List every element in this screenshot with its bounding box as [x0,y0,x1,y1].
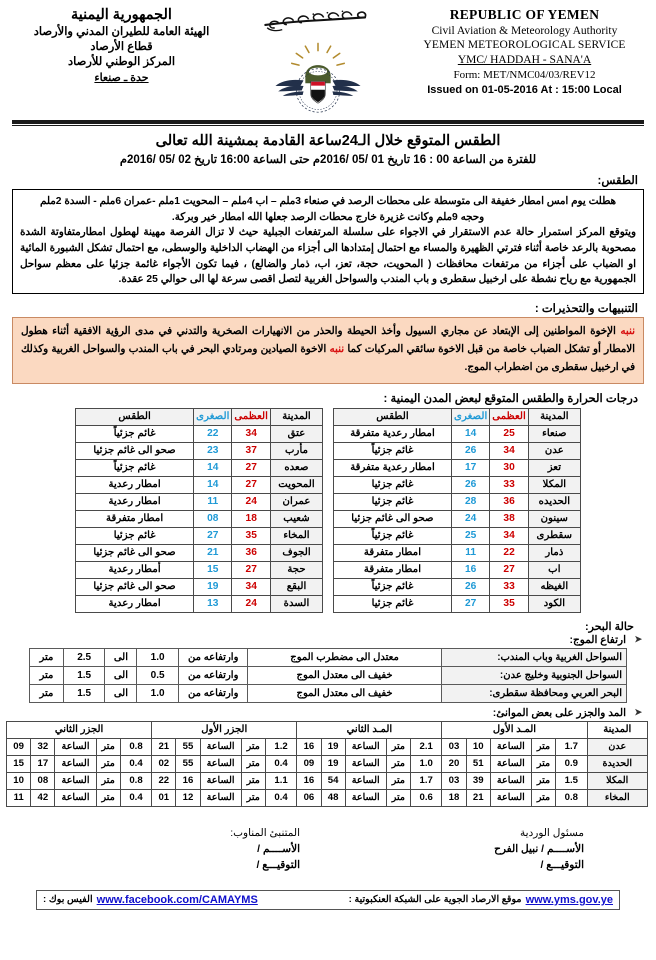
cell-max-temp: 34 [232,578,271,595]
cell-max-temp: 22 [490,544,529,561]
header-ar-line4: المركز الوطني للأرصاد [67,56,176,69]
table-row [334,459,581,476]
cell-weather: امطار رعدية [76,493,194,510]
cell-max-temp: 36 [232,544,271,561]
header-arabic-block [14,6,229,85]
cell-min-temp: 27 [452,595,490,612]
temperature-tables [8,408,648,613]
cell-city: المحويت [271,476,323,493]
cell-city: عتق [271,425,323,442]
header-en-form-number: Form: MET/NMC04/03/REV12 [453,69,596,82]
cell-tide-hour-label-1: الساعة [490,789,531,806]
col-city: المدينة [528,408,580,425]
cell-tide-hours-4: 09 [7,738,31,755]
table-row [334,561,581,578]
table-row [7,789,648,806]
warnings-box [12,317,644,384]
header-ar-line1: الجمهورية اليمنية [71,7,172,23]
cell-port-city: المكلا [587,772,647,789]
cell-tide-height-2: 2.1 [410,738,441,755]
cell-city: تعز [528,459,580,476]
col-tide-group-1: المـد الأول [442,721,587,738]
cell-tide-minutes-2: 19 [321,738,345,755]
table-row [76,493,323,510]
cell-tide-minutes-3: 55 [176,755,200,772]
cell-tide-hour-label-4: الساعة [55,772,96,789]
cell-weather: غائم جزئيا [76,527,194,544]
wave-height-label: ➤ ارتفاع الموج: [8,634,626,646]
cell-tide-unit-1: متر [531,789,555,806]
col-max: العظمى [232,408,271,425]
cell-max-temp: 25 [490,425,529,442]
tides-heading: ➤ المد والجزر على بعض الموانئ: [8,707,626,719]
cell-city: مأرب [271,442,323,459]
facebook-link[interactable]: www.facebook.com/CAMAYMS [96,893,258,906]
document-header [8,0,648,118]
cell-tide-hours-4: 11 [7,789,31,806]
cell-max-temp: 35 [232,527,271,544]
cell-tide-hour-label-2: الساعة [345,738,386,755]
cell-tide-unit-4: متر [96,755,120,772]
cell-city: المخاء [271,527,323,544]
cell-min-temp: 11 [194,493,232,510]
cell-port-city: المخاء [587,789,647,806]
cell-tide-minutes-1: 39 [466,772,490,789]
cell-tide-height-3: 0.4 [265,755,296,772]
col-tide-group-2: المـد الثاني [297,721,442,738]
header-en-issued-on: Issued on 01-05-2016 At : 15:00 Local [427,83,622,96]
cell-max-temp: 34 [490,527,529,544]
cell-sea-from-label: وارتفاعه من [178,666,248,684]
cell-tide-minutes-4: 08 [31,772,55,789]
cell-sea-min-height: 1.0 [137,684,179,702]
cell-weather: أمطار رعدية [76,561,194,578]
table-row [76,527,323,544]
authority-logo [243,6,393,114]
warning-keyword-1: ننبه [620,325,635,337]
cell-tide-minutes-2: 48 [321,789,345,806]
cell-city: المكلا [528,476,580,493]
table-row [334,510,581,527]
cell-max-temp: 30 [490,459,529,476]
cell-tide-height-1: 1.7 [556,738,587,755]
table-row [30,684,627,702]
header-ar-line5: حدة ـ صنعاء [94,71,149,84]
footer-facebook-group [43,894,258,906]
cell-weather: صحو الى غائم جزئيا [76,544,194,561]
header-divider-thin [12,125,644,126]
cell-weather: امطار متفرقة [76,510,194,527]
table-row [334,595,581,612]
cell-tide-minutes-1: 21 [466,789,490,806]
cell-tide-hours-2: 16 [297,772,321,789]
table-header-row [334,408,581,425]
col-weather: الطقس [76,408,194,425]
cell-city: الجوف [271,544,323,561]
cell-weather: غائم جزئياً [334,442,452,459]
cell-tide-unit-1: متر [531,738,555,755]
header-en-line3: YEMEN METEOROLOGICAL SERVICE [423,39,626,52]
cell-city: اب [528,561,580,578]
temperature-table-left [75,408,323,613]
warning-text [21,323,635,377]
footer-website-group [349,894,613,906]
website-link[interactable]: www.yms.gov.ye [525,893,613,906]
col-max: العظمى [490,408,529,425]
cell-tide-hours-1: 18 [442,789,466,806]
cell-tide-height-4: 0.8 [120,738,151,755]
cell-tide-minutes-1: 51 [466,755,490,772]
cell-sea-to-label: الى [105,666,137,684]
forecaster-title: المتنبئ المناوب: [230,826,300,839]
warnings-section-label: التنبيهات والتحذيرات : [534,302,638,315]
cell-city: الحديده [528,493,580,510]
sea-state-heading: حالة البحر: [584,620,634,633]
table-row [76,476,323,493]
cell-port-city: الحديدة [587,755,647,772]
cell-weather: امطار رعدية [76,595,194,612]
cell-tide-height-2: 1.0 [410,755,441,772]
cell-weather: امطار رعدية متفرقة [334,425,452,442]
cell-min-temp: 15 [194,561,232,578]
cell-sea-unit: متر [30,684,64,702]
website-label: موقع الارصاد الجوية على الشبكة العنكبوتية : [348,894,522,906]
table-row [76,578,323,595]
cell-min-temp: 16 [452,561,490,578]
weather-paragraph-2: وحجه 9ملم وكانت غزيرة خارج محطات الرصد جعلها الله امطار خير وبركة. [171,211,485,223]
table-row [76,510,323,527]
col-min: الصغرى [194,408,232,425]
col-city: المدينة [587,721,647,738]
cell-city: الكود [528,595,580,612]
cell-max-temp: 27 [490,561,529,578]
cell-sea-location: البحر العربي ومحافظة سقطرى: [441,684,626,702]
table-row [76,442,323,459]
cell-weather: امطار متفرقة [334,561,452,578]
cell-min-temp: 25 [452,527,490,544]
table-row [334,527,581,544]
cell-weather: امطار رعدية متفرقة [334,459,452,476]
supervisor-sign-label: التوقيـــع / [540,859,584,872]
table-row [7,772,648,789]
header-en-line2: Civil Aviation & Meteorology Authority [431,24,618,37]
cell-tide-unit-2: متر [386,772,410,789]
cell-weather: غائم جزئياً [76,459,194,476]
cell-tide-unit-3: متر [241,755,265,772]
weather-paragraph-3: ويتوقع المركز استمرار حالة عدم الاستقرار في الاجواء على سلسلة المرتفعات الجبلية حيث لا تزال الفرصة مهينة لهطول امطارمتفاوتة الشدة مصحوبة بالرعد خاصة أثناء فترتي الظهيرة والمساء مع احتمال إمتدادها الى أجزاء من الهضاب الداخلية والوسطى، مع احتمال تشكل الشبورة المائية او الضباب على أجزاء من مرتفعات محافظات ( المحويت، حجة، تعز، اب، ذمار والضالع) ، فيما تكون الأجواء غائمة جزئيا على معظم سواحل الجمهورية مع رياح نشطة على ارخبيل سقطرى و باب المندب والسواحل الغربية لتصل اقصى سرعة لها الى حوالي 25 عقدة. [20,227,636,286]
cell-max-temp: 24 [232,493,271,510]
cell-tide-unit-4: متر [96,738,120,755]
cell-weather: غائم جزئياً [334,578,452,595]
cell-tide-minutes-1: 10 [466,738,490,755]
supervisor-name-label: الأســــم / نبيل الفرح [494,843,584,856]
col-tide-group-3: الجزر الأول [152,721,297,738]
cell-sea-min-height: 1.0 [137,648,179,666]
cell-tide-hours-1: 03 [442,738,466,755]
cell-tide-height-1: 0.9 [556,755,587,772]
cell-max-temp: 34 [490,442,529,459]
cell-tide-hours-3: 02 [152,755,176,772]
cell-tide-unit-1: متر [531,772,555,789]
cell-city: سينون [528,510,580,527]
cell-min-temp: 13 [194,595,232,612]
cell-city: الغيظه [528,578,580,595]
tides-table [6,721,648,807]
cell-tide-hour-label-4: الساعة [55,789,96,806]
cell-tide-hours-1: 03 [442,772,466,789]
cell-tide-hours-2: 09 [297,755,321,772]
weather-paragraph-1: هطلت يوم امس امطار خفيفة الى متوسطة على محطات الرصد في صنعاء 3ملم – اب 4ملم – المحويت 1ملم -عمران 6ملم - السدة 2ملم [40,196,616,207]
cell-tide-hours-4: 10 [7,772,31,789]
table-row [334,578,581,595]
forecast-period: للفترة من الساعة 00 : 16 تاريخ 01 /05 /2016م حتى الساعة 16:00 تاريخ 02 /05 /2016م [119,154,537,166]
table-row [334,425,581,442]
cell-max-temp: 34 [232,425,271,442]
cell-tide-unit-1: متر [531,755,555,772]
cell-max-temp: 18 [232,510,271,527]
cell-city: البقع [271,578,323,595]
footer-links-bar [36,890,620,910]
cell-max-temp: 33 [490,476,529,493]
cell-sea-min-height: 0.5 [137,666,179,684]
cell-max-temp: 37 [232,442,271,459]
signature-block [8,825,648,874]
cell-tide-hour-label-1: الساعة [490,738,531,755]
cell-tide-minutes-4: 42 [31,789,55,806]
cell-min-temp: 26 [452,476,490,493]
cell-min-temp: 14 [452,425,490,442]
cell-tide-height-3: 0.4 [265,789,296,806]
cell-tide-unit-3: متر [241,738,265,755]
cell-weather: صحو الى غائم جزئيا [76,442,194,459]
header-ar-line2: الهيئة العامة للطيران المدني والأرصاد [33,26,210,39]
cell-tide-unit-2: متر [386,738,410,755]
cell-min-temp: 26 [452,578,490,595]
cell-tide-minutes-4: 32 [31,738,55,755]
cell-tide-hours-2: 06 [297,789,321,806]
cell-tide-hour-label-2: الساعة [345,772,386,789]
cell-min-temp: 14 [194,459,232,476]
table-row [334,442,581,459]
cell-weather: غائم جزئياً [76,425,194,442]
cell-tide-unit-4: متر [96,772,120,789]
cell-tide-unit-2: متر [386,789,410,806]
cell-sea-from-label: وارتفاعه من [178,684,248,702]
cell-tide-height-3: 1.2 [265,738,296,755]
cell-min-temp: 23 [194,442,232,459]
cell-weather: امطار رعدية [76,476,194,493]
cell-city: عدن [528,442,580,459]
cell-max-temp: 35 [490,595,529,612]
cell-max-temp: 27 [232,476,271,493]
cell-tide-hour-label-2: الساعة [345,755,386,772]
cell-max-temp: 33 [490,578,529,595]
forecaster-name-label: الأســــم / [257,843,300,856]
cell-tide-hour-label-3: الساعة [200,772,241,789]
cell-min-temp: 22 [194,425,232,442]
cell-weather: غائم جزئيا [334,493,452,510]
cell-tide-minutes-3: 12 [176,789,200,806]
cell-tide-height-4: 0.8 [120,772,151,789]
table-row [30,648,627,666]
cell-sea-max-height: 1.5 [63,684,105,702]
cell-tide-hours-1: 20 [442,755,466,772]
temperature-section-label: درجات الحرارة والطقس المتوقع لبعض المدن اليمنية : [383,392,638,405]
cell-min-temp: 08 [194,510,232,527]
table-row [7,755,648,772]
col-city: المدينة [271,408,323,425]
cell-max-temp: 24 [232,595,271,612]
table-row [334,544,581,561]
cell-tide-hour-label-1: الساعة [490,772,531,789]
cell-weather: صحو الى غائم جزئيا [76,578,194,595]
table-row [334,476,581,493]
table-header-row [7,721,648,738]
temperature-table-right [333,408,581,613]
cell-tide-height-4: 0.4 [120,755,151,772]
cell-tide-hours-3: 01 [152,789,176,806]
cell-max-temp: 27 [232,459,271,476]
cell-min-temp: 19 [194,578,232,595]
forecaster-sign-label: التوقيـــع / [256,859,300,872]
cell-city: ذمار [528,544,580,561]
weather-section-label: الطقس: [597,175,638,187]
wave-height-table [29,648,627,703]
signature-forecaster [48,825,328,874]
cell-sea-to-label: الى [105,648,137,666]
bismillah-calligraphy-icon [259,8,377,40]
col-tide-group-4: الجزر الثاني [7,721,152,738]
cell-tide-height-1: 0.8 [556,789,587,806]
cell-port-city: عدن [587,738,647,755]
page-title: الطقس المتوقع خلال الـ24ساعة القادمة بمشينة الله تعالى [155,133,501,149]
cell-sea-location: السواحل الجنوبية وخليج عدن: [441,666,626,684]
cell-min-temp: 24 [452,510,490,527]
cell-sea-max-height: 1.5 [63,666,105,684]
table-row [30,666,627,684]
warning-text-part1: الإخوة المواطنين إلى الإبتعاد عن مجاري السيول وأخذ الحيطة والحذر من الانهيارات الصخرية والتدني في مدى الرؤية الافقية أثناء هطول الامطار أو تشكل الضباب خاصة من قبل الاخوة سائقي المركبات كما [21,325,635,355]
cell-tide-hour-label-2: الساعة [345,789,386,806]
warning-text-part2: الاخوة الصيادين ومرتادي البحر في باب المندب والسواحل الغربية وكذلك في ارخبيل سقطرى من اضطراب الموج. [21,343,635,373]
cell-tide-unit-3: متر [241,772,265,789]
cell-sea-unit: متر [30,666,64,684]
table-row [76,425,323,442]
table-row [76,544,323,561]
cell-max-temp: 38 [490,510,529,527]
cell-city: صعده [271,459,323,476]
table-row [76,595,323,612]
weather-description-box [12,189,644,294]
header-en-line1: REPUBLIC OF YEMEN [449,7,600,22]
cell-sea-condition: معتدل الى مضطرب الموج [248,648,441,666]
cell-tide-hours-4: 15 [7,755,31,772]
cell-tide-minutes-2: 19 [321,755,345,772]
cell-city: عمران [271,493,323,510]
cell-tide-unit-2: متر [386,755,410,772]
signature-shift-supervisor [328,825,608,874]
cell-min-temp: 27 [194,527,232,544]
cell-tide-unit-3: متر [241,789,265,806]
col-weather: الطقس [334,408,452,425]
cell-tide-height-2: 0.6 [410,789,441,806]
cell-max-temp: 27 [232,561,271,578]
forecast-title-block [8,133,648,166]
cell-tide-hours-3: 22 [152,772,176,789]
cell-min-temp: 17 [452,459,490,476]
cell-tide-unit-4: متر [96,789,120,806]
cell-min-temp: 14 [194,476,232,493]
cell-tide-minutes-2: 54 [321,772,345,789]
cell-weather: صحو الى غائم جزئيا [334,510,452,527]
cell-sea-to-label: الى [105,684,137,702]
cell-min-temp: 11 [452,544,490,561]
header-divider-thick [12,120,644,124]
cell-tide-hour-label-3: الساعة [200,755,241,772]
cell-tide-hour-label-4: الساعة [55,738,96,755]
cell-city: حجة [271,561,323,578]
cell-tide-minutes-3: 55 [176,738,200,755]
header-ar-line3: قطاع الأرصاد [90,41,153,54]
cell-max-temp: 36 [490,493,529,510]
cell-tide-hour-label-3: الساعة [200,738,241,755]
cell-tide-hour-label-3: الساعة [200,789,241,806]
winged-eagle-emblem-icon [272,38,364,114]
table-row [76,459,323,476]
cell-city: شعيب [271,510,323,527]
cell-city: سقطرى [528,527,580,544]
cell-tide-height-1: 1.5 [556,772,587,789]
cell-tide-height-2: 1.7 [410,772,441,789]
cell-tide-hour-label-4: الساعة [55,755,96,772]
cell-tide-hour-label-1: الساعة [490,755,531,772]
cell-sea-condition: خفيف الى معتدل الموج [248,666,441,684]
table-row [7,738,648,755]
cell-min-temp: 28 [452,493,490,510]
col-min: الصغرى [452,408,490,425]
cell-weather: امطار متفرقة [334,544,452,561]
cell-sea-max-height: 2.5 [63,648,105,666]
cell-tide-minutes-4: 17 [31,755,55,772]
cell-tide-minutes-3: 16 [176,772,200,789]
cell-weather: غائم جزئياً [334,527,452,544]
cell-tide-height-3: 1.1 [265,772,296,789]
cell-tide-hours-2: 16 [297,738,321,755]
cell-min-temp: 26 [452,442,490,459]
table-row [76,561,323,578]
cell-weather: غائم جزئيا [334,595,452,612]
header-en-line4: YMC/ HADDAH - SANA'A [457,54,592,67]
cell-tide-height-4: 0.4 [120,789,151,806]
supervisor-title: مسئول الوردية [520,826,584,839]
warning-keyword-2: ننبه [329,343,345,355]
table-header-row [76,408,323,425]
table-row [334,493,581,510]
cell-sea-unit: متر [30,648,64,666]
cell-tide-hours-3: 21 [152,738,176,755]
cell-sea-condition: خفيف الى معتدل الموج [248,684,441,702]
cell-city: صنعاء [528,425,580,442]
facebook-label: الفيس بوك : [43,894,93,906]
cell-min-temp: 21 [194,544,232,561]
cell-weather: غائم جزئيا [334,476,452,493]
header-english-block [407,6,642,97]
cell-city: السدة [271,595,323,612]
cell-sea-from-label: وارتفاعه من [178,648,248,666]
cell-sea-location: السواحل الغربية وباب المندب: [441,648,626,666]
